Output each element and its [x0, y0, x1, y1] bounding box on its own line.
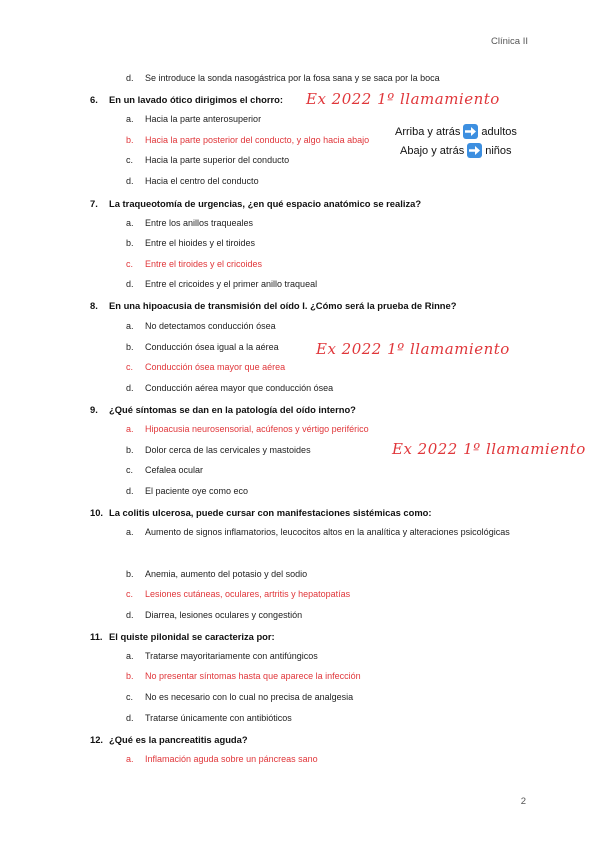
- option-text: Aumento de signos inflamatorios, leucocitos altos en la analítica y alteraciones psicológicas: [145, 527, 510, 537]
- side-note-children: [400, 143, 512, 158]
- question-number: 9.: [90, 404, 98, 415]
- question-text: El quiste pilonidal se caracteriza por:: [109, 631, 275, 642]
- option-12a: [126, 754, 318, 764]
- question-9: [90, 404, 356, 415]
- option-text: Hacia la parte anterosuperior: [145, 114, 262, 124]
- option-10a: [126, 522, 526, 542]
- option-letter: b.: [126, 445, 134, 455]
- option-8d: [126, 383, 333, 393]
- option-7a: [126, 218, 253, 228]
- option-text: Hipoacusia neurosensorial, acúfenos y vértigo periférico: [145, 424, 369, 434]
- option-text: Inflamación aguda sobre un páncreas sano: [145, 754, 318, 764]
- question-11: [90, 631, 275, 642]
- option-6a: [126, 114, 261, 124]
- option-7d: [126, 279, 317, 289]
- option-11c: [126, 692, 353, 702]
- side-note-label: adultos: [481, 125, 517, 138]
- option-9c: [126, 465, 203, 475]
- question-7: [90, 198, 421, 209]
- option-letter: c.: [126, 589, 134, 599]
- option-text: Conducción aérea mayor que conducción ósea: [145, 383, 334, 393]
- question-10: [90, 507, 432, 518]
- question-number: 11.: [90, 631, 103, 642]
- question-number: 6.: [90, 94, 98, 105]
- exam-annotation-q6: Ex 2022 1º llamamiento: [306, 90, 500, 108]
- option-text: No es necesario con lo cual no precisa de analgesia: [145, 692, 354, 702]
- option-letter: b.: [126, 342, 134, 352]
- option-letter: a.: [126, 218, 134, 228]
- option-letter: d.: [126, 610, 134, 620]
- option-letter: c.: [126, 259, 134, 269]
- page-number: 2: [520, 796, 526, 807]
- question-number: 7.: [90, 198, 98, 209]
- option-11b: [126, 671, 361, 681]
- question-text: La colitis ulcerosa, puede cursar con manifestaciones sistémicas como:: [109, 507, 432, 518]
- option-text: Hacia la parte posterior del conducto, y algo hacia abajo: [145, 135, 370, 145]
- option-text: Entre el cricoides y el primer anillo traqueal: [145, 279, 318, 289]
- question-text: ¿Qué síntomas se dan en la patología del oído interno?: [109, 404, 356, 415]
- exam-annotation-q9: Ex 2022 1º llamamiento: [392, 440, 586, 458]
- right-arrow-icon: [463, 124, 478, 139]
- right-arrow-icon: [467, 143, 482, 158]
- option-10b: [126, 569, 307, 579]
- option-letter: a.: [126, 424, 134, 434]
- option-9d: [126, 486, 248, 496]
- option-10d: [126, 610, 302, 620]
- question-number: 12.: [90, 734, 104, 745]
- option-7c: [126, 259, 262, 269]
- question-text: La traqueotomía de urgencias, ¿en qué espacio anatómico se realiza?: [109, 198, 422, 209]
- option-text: Anemia, aumento del potasio y del sodio: [145, 569, 308, 579]
- option-letter: a.: [126, 114, 134, 124]
- option-letter: d.: [126, 279, 134, 289]
- option-text: Conducción ósea igual a la aérea: [145, 342, 279, 352]
- side-note-adults: [395, 124, 517, 139]
- option-letter: d.: [126, 383, 134, 393]
- option-9b: [126, 445, 311, 455]
- option-letter: c.: [126, 465, 134, 475]
- option-6b: [126, 135, 369, 145]
- option-letter: a.: [126, 321, 134, 331]
- option-text: Conducción ósea mayor que aérea: [145, 362, 286, 372]
- question-number: 10.: [90, 507, 104, 518]
- option-8c: [126, 362, 285, 372]
- option-letter: d.: [126, 73, 134, 83]
- option-6c: [126, 155, 289, 165]
- page-header-title: Clínica II: [491, 36, 528, 47]
- side-note-text: Abajo y atrás: [400, 144, 465, 157]
- option-text: No presentar síntomas hasta que aparece la infección: [145, 671, 361, 681]
- option-text: Cefalea ocular: [145, 465, 204, 475]
- option-11d: [126, 713, 292, 723]
- option-text: Tratarse mayoritariamente con antifúngicos: [145, 651, 318, 661]
- question-number: 8.: [90, 300, 98, 311]
- exam-annotation-q8: Ex 2022 1º llamamiento: [316, 340, 510, 358]
- option-text: Tratarse únicamente con antibióticos: [145, 713, 292, 723]
- option-8a: [126, 321, 276, 331]
- option-letter: b.: [126, 238, 134, 248]
- option-text: Diarrea, lesiones oculares y congestión: [145, 610, 303, 620]
- side-note-label: niños: [485, 144, 512, 157]
- option-text: Se introduce la sonda nasogástrica por la fosa sana y se saca por la boca: [145, 73, 440, 83]
- option-text: Entre el tiroides y el cricoides: [145, 259, 263, 269]
- option-text: Dolor cerca de las cervicales y mastoides: [145, 445, 311, 455]
- question-text: ¿Qué es la pancreatitis aguda?: [109, 734, 248, 745]
- option-text: Lesiones cutáneas, oculares, artritis y hepatopatías: [145, 589, 351, 599]
- option-text: No detectamos conducción ósea: [145, 321, 276, 331]
- option-6d: [126, 176, 259, 186]
- option-text: Entre los anillos traqueales: [145, 218, 254, 228]
- question-text: En una hipoacusia de transmisión del oído I. ¿Cómo será la prueba de Rinne?: [109, 300, 457, 311]
- option-letter: a.: [126, 527, 134, 537]
- question-text: En un lavado ótico dirigimos el chorro:: [109, 94, 283, 105]
- option-letter: b.: [126, 569, 134, 579]
- option-letter: a.: [126, 754, 134, 764]
- option-8b: [126, 342, 279, 352]
- option-letter: d.: [126, 486, 134, 496]
- option-10c: [126, 589, 350, 599]
- option-letter: c.: [126, 362, 134, 372]
- side-note-text: Arriba y atrás: [395, 125, 461, 138]
- option-letter: b.: [126, 135, 134, 145]
- option-7b: [126, 238, 255, 248]
- option-text: El paciente oye como eco: [145, 486, 249, 496]
- option-letter: c.: [126, 692, 134, 702]
- option-text: Entre el hioides y el tiroides: [145, 238, 256, 248]
- question-6: [90, 94, 283, 105]
- option-letter: c.: [126, 155, 134, 165]
- option-letter: a.: [126, 651, 134, 661]
- question-8: [90, 300, 456, 311]
- option-11a: [126, 651, 318, 661]
- option-letter: d.: [126, 176, 134, 186]
- question-12: [90, 734, 248, 745]
- option-d-prev: [126, 73, 440, 83]
- option-9a: [126, 424, 369, 434]
- option-letter: d.: [126, 713, 134, 723]
- option-text: Hacia la parte superior del conducto: [145, 155, 290, 165]
- option-letter: b.: [126, 671, 134, 681]
- option-text: Hacia el centro del conducto: [145, 176, 259, 186]
